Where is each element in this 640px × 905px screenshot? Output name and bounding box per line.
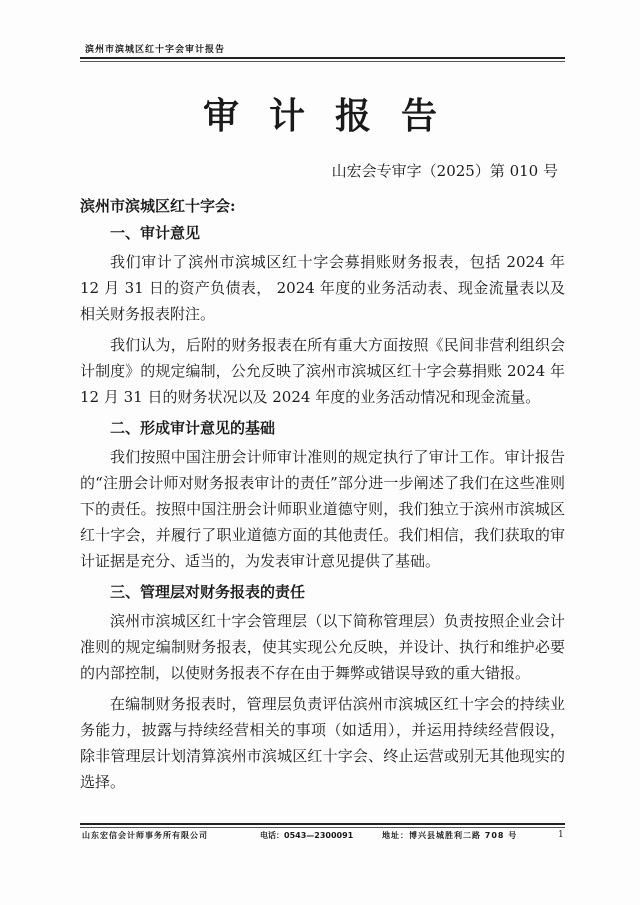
section-audit-opinion xyxy=(80,220,565,410)
footer-phone: 电话：0543—2300091 xyxy=(260,831,354,840)
section-heading: 一、审计意见 xyxy=(110,224,201,242)
footer-rule-thin xyxy=(80,827,565,828)
section-basis-for-opinion xyxy=(80,415,565,574)
document-title: 审计报告 xyxy=(202,95,467,137)
header-rule-thin xyxy=(80,61,565,62)
footer-company: 山东宏信会计师事务所有限公司 xyxy=(82,831,208,840)
footer-address: 地址：博兴县城胜利二路 708 号 xyxy=(382,831,518,840)
section-heading: 三、管理层对财务报表的责任 xyxy=(110,583,306,601)
paragraph: 在编制财务报表时，管理层负责评估滨州市滨城区红十字会的持续业务能力，披露与持续经营相关的事项（如适用），并运用持续经营假设，除非管理层计划清算滨州市滨城区红十字会、终止运营或别无其他现实的选择。 xyxy=(80,695,565,791)
paragraph: 我们按照中国注册会计师审计准则的规定执行了审计工作。审计报告的“注册会计师对财务报表审计的责任”部分进一步阐述了我们在这些准则下的责任。按照中国注册会计师职业道德守则，我们独立于滨州市滨城区红十字会，并履行了职业道德方面的其他责任。我们相信，我们获取的审计证据是充分、适当的，为发表审计意见提供了基础。 xyxy=(80,448,565,570)
document-number: 山宏会专审字（2025）第 010 号 xyxy=(331,162,558,180)
paragraph: 滨州市滨城区红十字会管理层（以下简称管理层）负责按照企业会计准则的规定编制财务报表，使其实现公允反映，并设计、执行和维护必要的内部控制，以使财务报表不存在由于舞弊或错误导致的重大错报。 xyxy=(80,612,565,682)
page-number: 1 xyxy=(558,830,564,840)
section-management-responsibility xyxy=(80,579,565,795)
section-heading: 二、形成审计意见的基础 xyxy=(110,419,276,437)
header-rule xyxy=(80,57,565,59)
running-header: 滨州市滨城区红十字会审计报告 xyxy=(85,45,226,55)
paragraph: 我们审计了滨州市滨城区红十字会募捐账财务报表，包括 2024 年 12 月 31 日的资产负债表， 2024 年度的业务活动表、现金流量表以及相关财务报表附注。 xyxy=(80,253,565,323)
paragraph: 我们认为，后附的财务报表在所有重大方面按照《民间非营利组织会计制度》的规定编制，公允反映了滨州市滨城区红十字会募捐账 2024 年 12 月 31 日的财务状况以及 2024 年度的业务活动情况和现金流量。 xyxy=(80,336,565,406)
report-body xyxy=(80,220,565,800)
footer-rule xyxy=(80,823,565,825)
addressee: 滨州市滨城区红十字会: xyxy=(80,197,236,215)
